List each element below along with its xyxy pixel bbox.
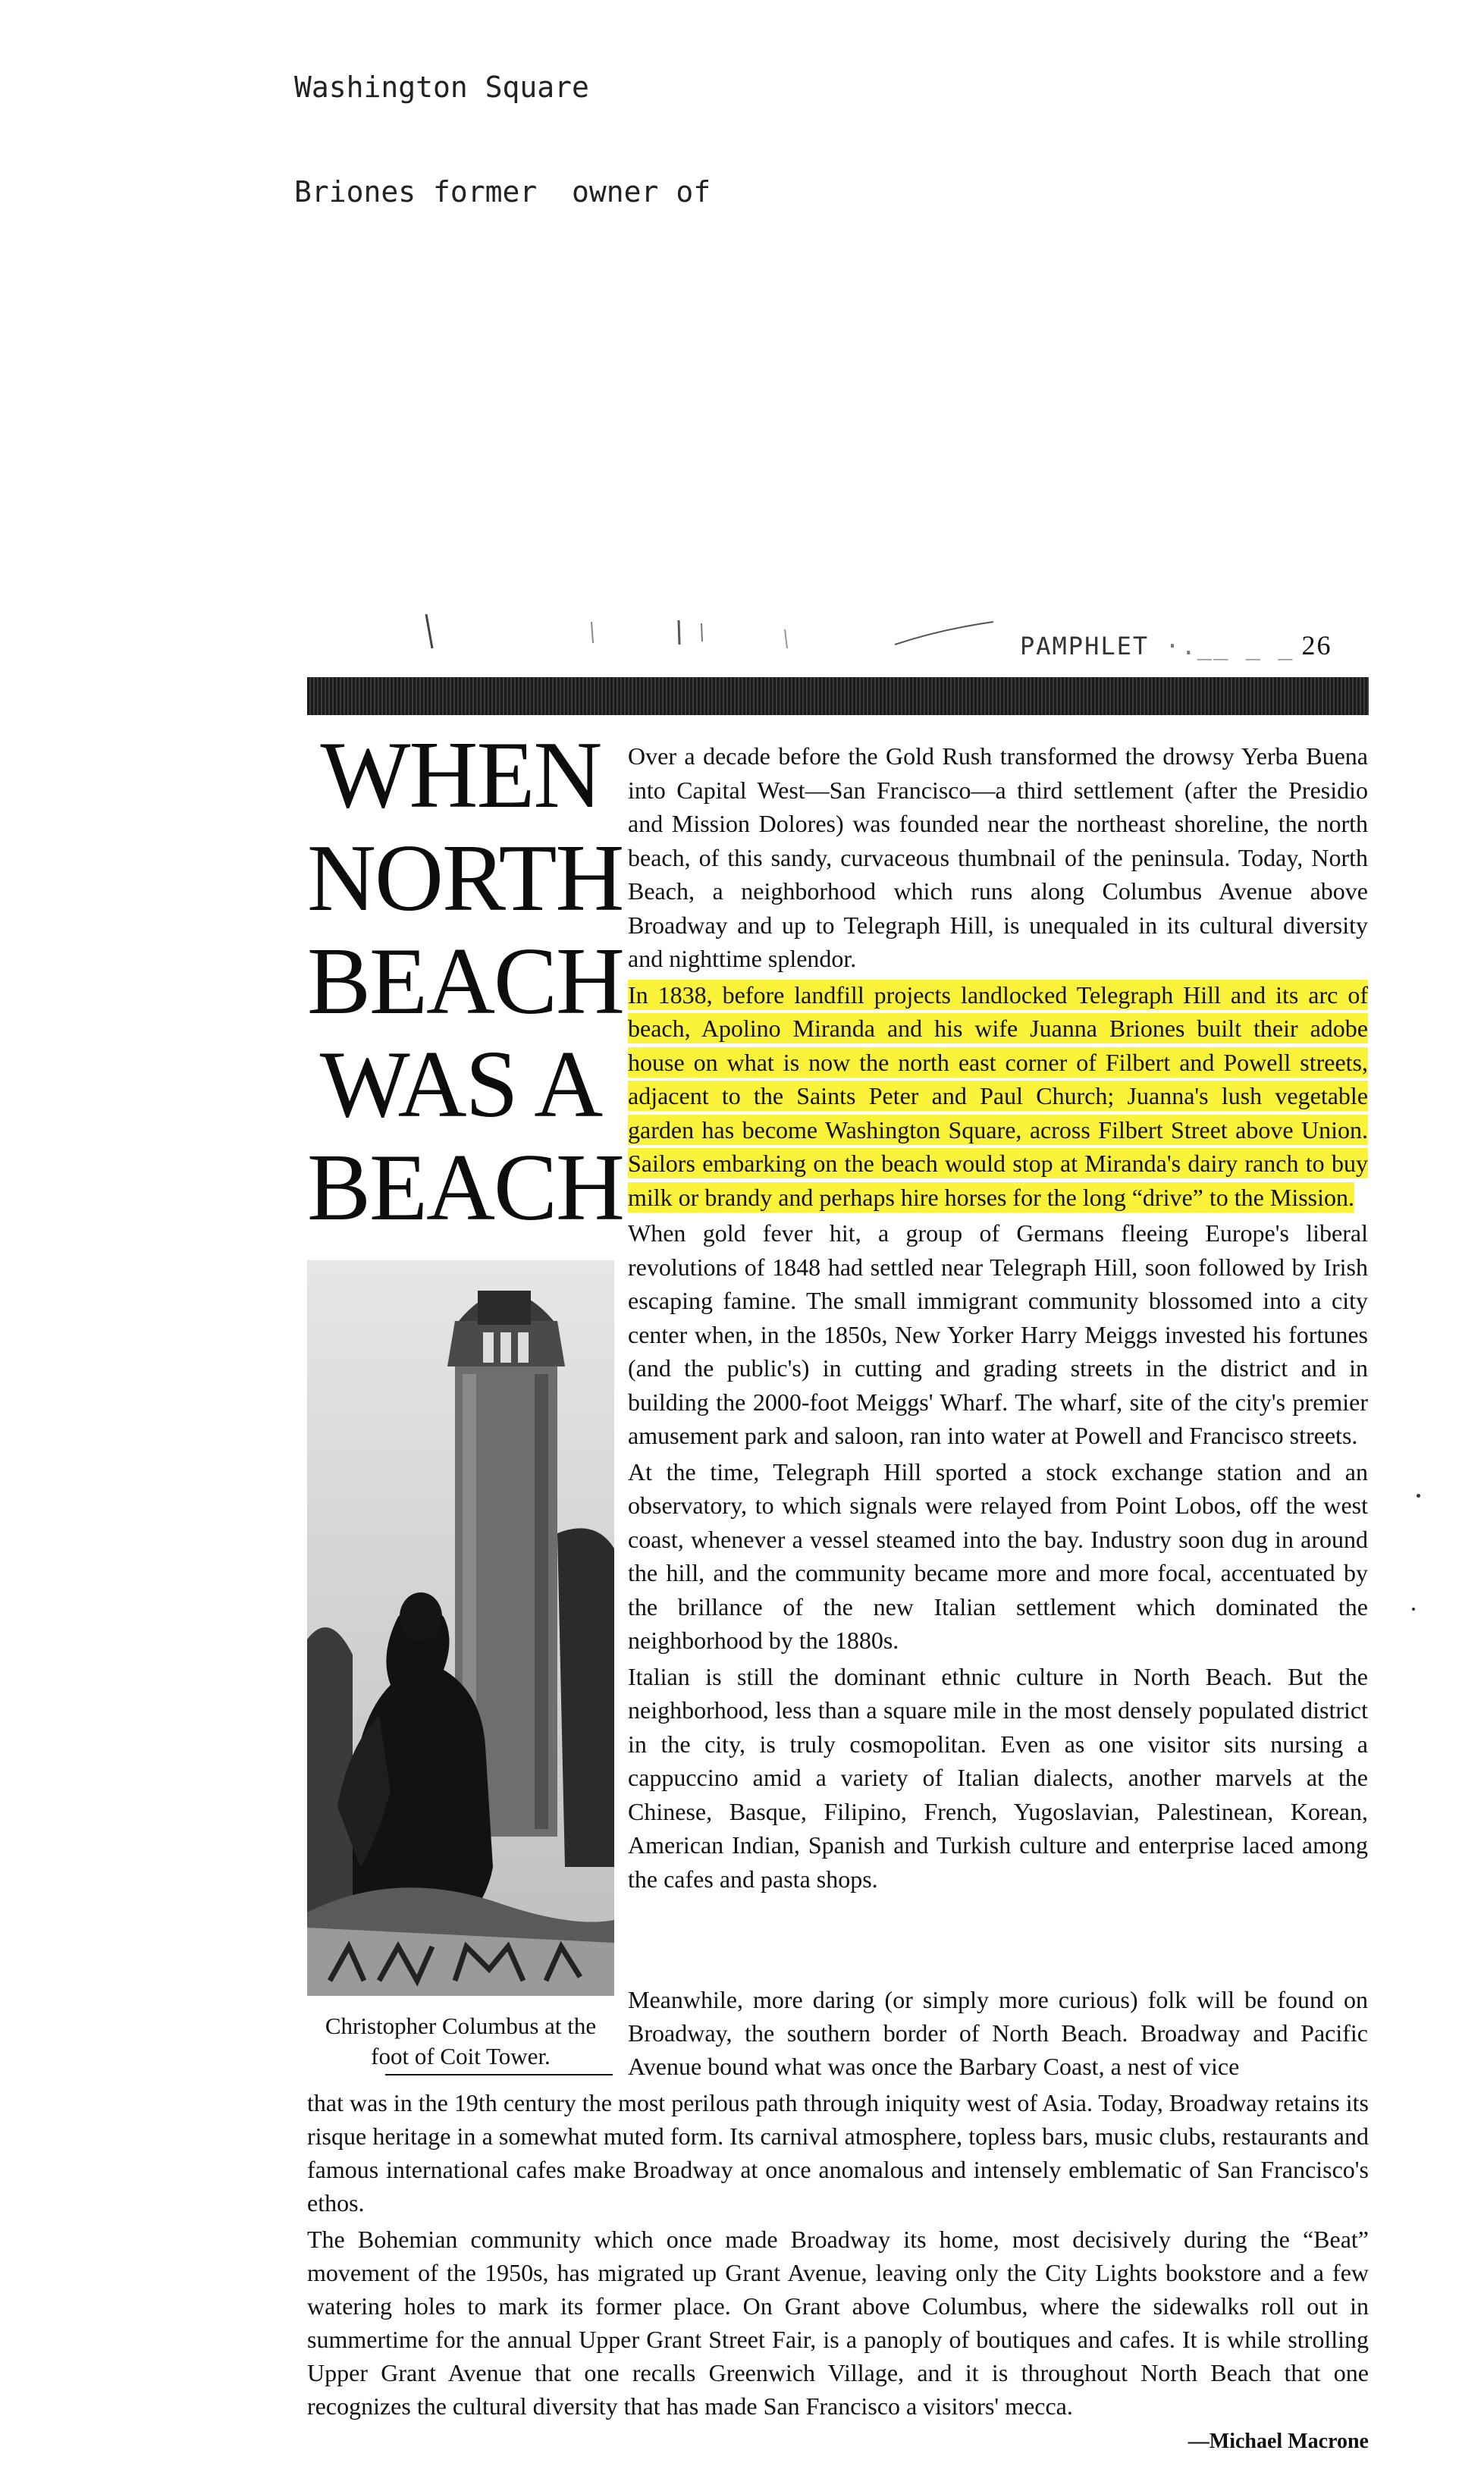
columbus-statue-photo [307, 1260, 614, 1996]
scan-speck [1417, 1494, 1420, 1498]
typed-annotation [294, 0, 711, 244]
headline [307, 723, 624, 1241]
scan-speck [1412, 1608, 1415, 1611]
photo-caption: Christopher Columbus at the foot of Coit Tower. [325, 2013, 597, 2069]
headline-line-4: WAS A [319, 1032, 602, 1137]
highlighted-text: In 1838, before landfill projects landlocked Telegraph Hill and its arc of beach, Apolino Miranda and his wife Juanna Briones built their adobe house on what is now the north east corner of Filbert and Powell streets, adjacent to the Saints Peter and Paul Church; Juanna's lush vegetable garden has become Washington Square, across Filbert Street above Union. Sailors embarking on the beach would stop at Miranda's dairy ranch to buy milk or brandy and perhaps hire horses for the long “drive” to the Mission. [628, 980, 1368, 1211]
header-bar [307, 677, 1369, 715]
article-full-width [307, 2086, 1369, 2426]
pamphlet-file-stamp: PAMPHLET ·.__ _ _ 26 [1020, 630, 1332, 660]
headline-line-3: BEACH [307, 929, 624, 1034]
paragraph-4: At the time, Telegraph Hill sported a stock exchange station and an observatory, to which signals were relayed from Point Lobos, off the west coast, whenever a vessel steamed into the bay. Industry soon dug in around the hill, and the community became more and more focal, accentuated by the brillance of the new Italian settlement which dominated the neighborhood by the 1880s. [628, 1457, 1368, 1654]
headline-line-1: WHEN [320, 723, 601, 828]
headline-line-2: NORTH [307, 826, 623, 931]
scan-marks [409, 607, 1001, 667]
photo-illustration [307, 1260, 614, 1996]
paragraph-6-start: Meanwhile, more daring (or simply more curious) folk will be found on Broadway, the southern border of North Beach. Broadway and Pacific Avenue bound what was once the Barbary Coast, a nest of vice [628, 1986, 1368, 2080]
stamp-label: PAMPHLET [1020, 632, 1166, 660]
paragraph-6-continued: that was in the 19th century the most perilous path through iniquity west of Asia. Today, Broadway retains its risque heritage in a somewhat muted form. Its carnival atmosphere, topless bars, music clubs, restaurants and famous international cafes make Broadway at once anomalous and intensely emblematic of San Francisco's ethos. [307, 2089, 1369, 2217]
paragraph-2-highlighted [628, 978, 1368, 1215]
article-column [628, 739, 1368, 1898]
paragraph-3: When gold fever hit, a group of Germans fleeing Europe's liberal revolutions of 1848 had settled near Telegraph Hill, soon followed by Irish escaping famine. The small immigrant community blossomed into a city center when, in the 1850s, New Yorker Harry Meiggs invested his fortunes (and the public's) in cutting and grading streets in the district and in building the 2000-foot Meiggs' Wharf. The wharf, site of the city's premier amusement park and saloon, ran into water at Powell and Francisco streets. [628, 1219, 1368, 1449]
paragraph-1: Over a decade before the Gold Rush transformed the drowsy Yerba Buena into Capital West—San Francisco—a third settlement (after the Presidio and Mission Dolores) was founded near the northeast shoreline, the north beach, of this sandy, curvaceous thumbnail of the peninsula. Today, North Beach, a neighborhood which runs along Columbus Avenue above Broadway and up to Telegraph Hill, is unequaled in its cultural diversity and nighttime splendor. [628, 742, 1368, 972]
typed-annotation-line-1: Washington Square [294, 71, 589, 104]
paragraph-5: Italian is still the dominant ethnic culture in North Beach. But the neighborhood, less than a square mile in the most densely populated district in the city, is truly cosmopolitan. Even as one visitor sits nursing a cappuccino amid a variety of Italian dialects, another marvels at the Chinese, Basque, Filipino, French, Yugoslavian, Palestinean, Korean, American Indian, Spanish and Turkish culture and enterprise laced among the cafes and pasta shops. [628, 1662, 1368, 1893]
byline: —Michael Macrone [1188, 2430, 1369, 2453]
caption-rule [385, 2074, 613, 2075]
typed-annotation-line-2: Briones former owner of [294, 175, 711, 209]
headline-line-5: BEACH [307, 1135, 624, 1241]
stamp-number: 26 [1301, 630, 1332, 660]
paragraph-7: The Bohemian community which once made Broadway its home, most decisively during the “Beat” movement of the 1950s, has migrated up Grant Avenue, leaving only the City Lights bookstore and a few watering holes to mark its former place. On Grant above Columbus, where the sidewalks roll out in summertime for the annual Upper Grant Street Fair, is a panoply of boutiques and cafes. It is while strolling Upper Grant Avenue that one recalls Greenwich Village, and it is throughout North Beach that one recognizes the cultural diversity that has made San Francisco a visitors' mecca. [307, 2226, 1369, 2420]
